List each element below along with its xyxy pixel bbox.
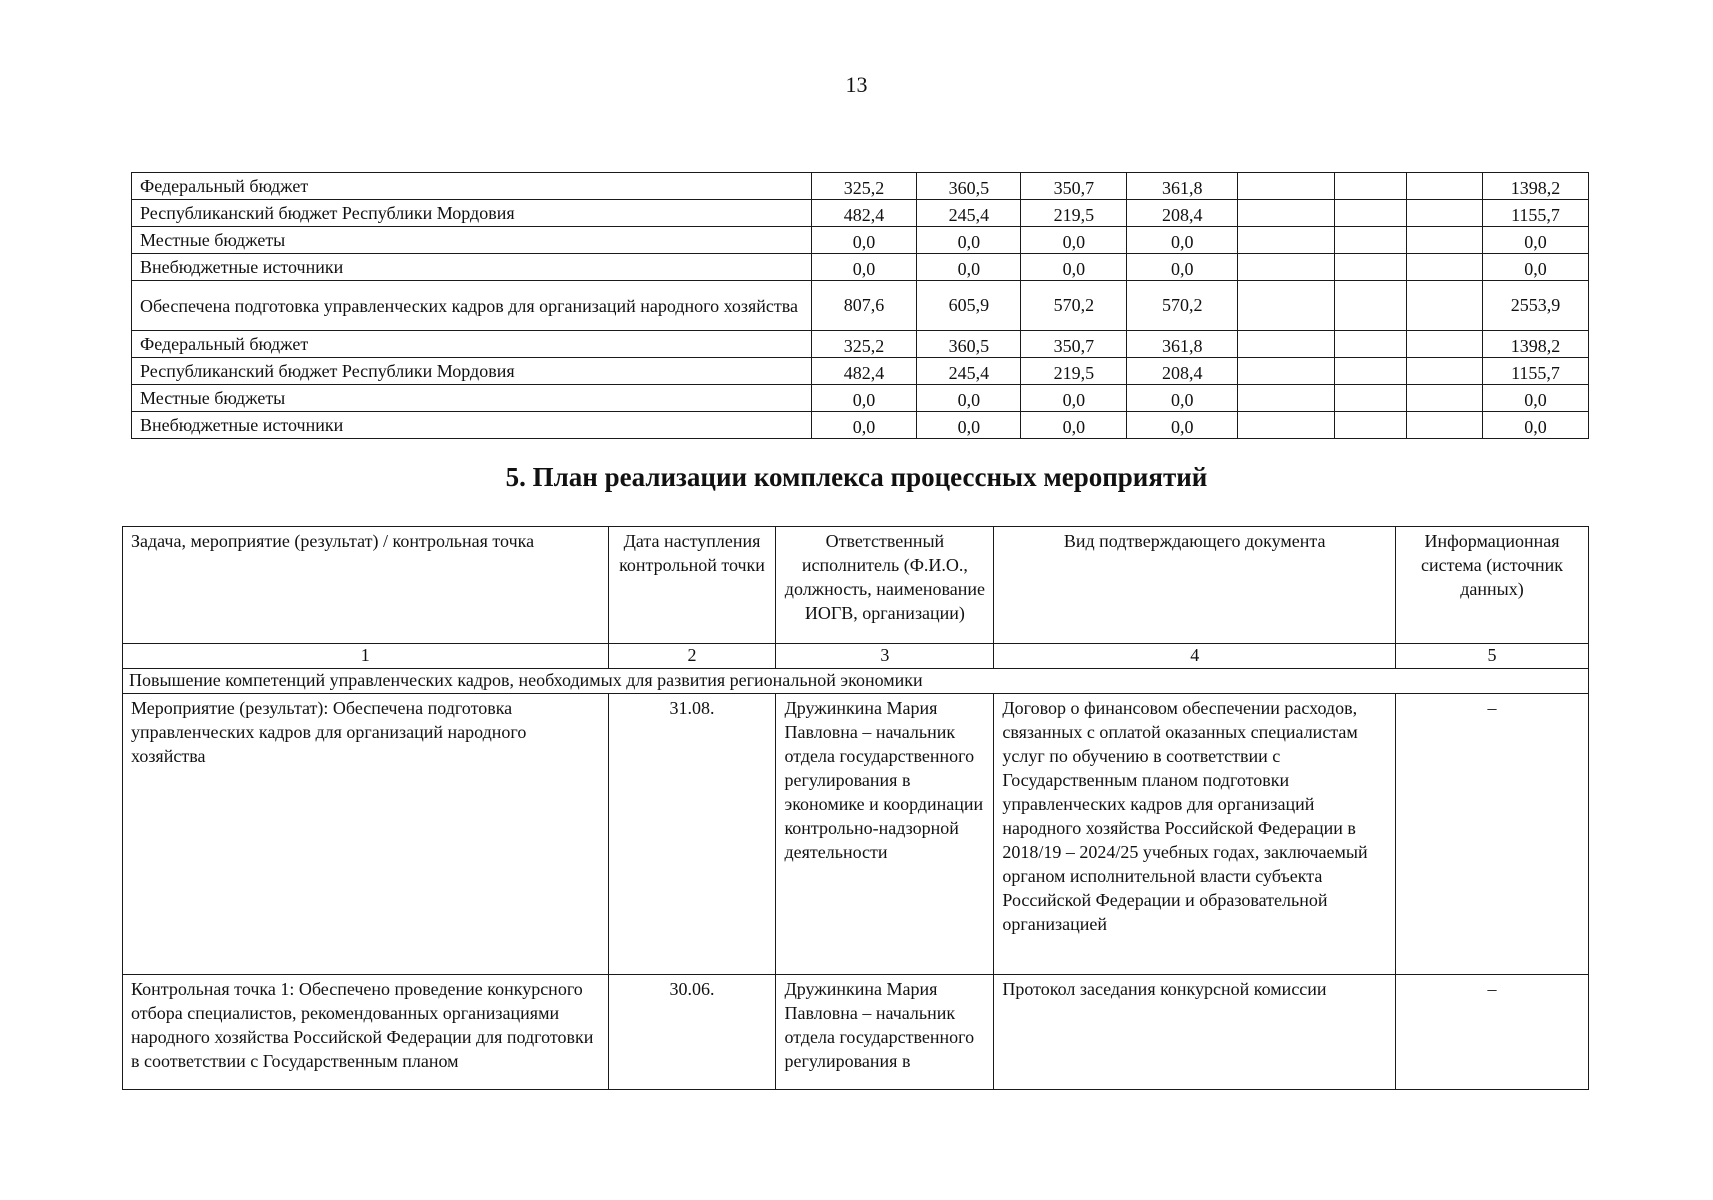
date-cell: 30.06.: [608, 975, 776, 1090]
budget-value-cell: [1238, 281, 1335, 331]
budget-value-cell: 219,5: [1021, 200, 1127, 227]
budget-value-cell: 0,0: [1021, 254, 1127, 281]
budget-value-cell: [1238, 358, 1335, 385]
budget-row-label: Федеральный бюджет: [132, 173, 812, 200]
task-cell: [123, 975, 609, 1090]
table-row: [123, 975, 1589, 1090]
budget-value-cell: [1238, 173, 1335, 200]
column-number: 4: [994, 644, 1396, 669]
budget-value-cell: [1335, 281, 1407, 331]
budget-value-cell: 0,0: [1482, 385, 1588, 412]
table-row: [123, 694, 1589, 975]
responsible-text: Дружинкина Мария Павловна – начальник отдела государственного регулирования в: [784, 979, 975, 1071]
budget-row-label: Федеральный бюджет: [132, 331, 812, 358]
budget-row: [132, 358, 1589, 385]
budget-value-cell: 482,4: [811, 358, 917, 385]
budget-value-cell: 570,2: [1021, 281, 1127, 331]
page-number: 13: [845, 72, 868, 97]
document-cell: Договор о финансовом обеспечении расходов, связанных с оплатой оказанных специалистам услуг по обучению в соответствии с Государственным планом подготовки управленческих кадров для организаций народного хозяйства Российской Федерации в 2018/19 – 2024/25 учебных годах, заключаемый органом исполнительной власти субъекта Российской Федерации и образовательной организацией: [994, 694, 1396, 975]
budget-row: [132, 173, 1589, 200]
budget-value-cell: 0,0: [1021, 385, 1127, 412]
column-number: 5: [1396, 644, 1589, 669]
budget-value-cell: 482,4: [811, 200, 917, 227]
budget-value-cell: 570,2: [1127, 281, 1238, 331]
budget-value-cell: [1335, 412, 1407, 439]
task-text: Контрольная точка 1: Обеспечено проведение конкурсного отбора специалистов, рекомендованных организациями народного хозяйства Российской Федерации для подготовки в соответствии с Государственным планом: [131, 979, 594, 1071]
header-date: Дата наступления контрольной точки: [608, 527, 776, 644]
budget-row-label: Обеспечена подготовка управленческих кадров для организаций народного хозяйства: [132, 281, 812, 331]
budget-row: [132, 200, 1589, 227]
budget-value-cell: 360,5: [917, 331, 1021, 358]
budget-row: [132, 412, 1589, 439]
budget-value-cell: 361,8: [1127, 173, 1238, 200]
budget-value-cell: [1335, 358, 1407, 385]
task-cell: Мероприятие (результат): Обеспечена подготовка управленческих кадров для организаций народного хозяйства: [123, 694, 609, 975]
budget-value-cell: 0,0: [917, 227, 1021, 254]
header-document: Вид подтверждающего документа: [994, 527, 1396, 644]
responsible-cell: Дружинкина Мария Павловна – начальник отдела государственного регулирования в экономике и координации контрольно-надзорной деятельности: [776, 694, 994, 975]
budget-value-cell: 219,5: [1021, 358, 1127, 385]
column-number-row: [123, 644, 1589, 669]
system-cell: –: [1396, 975, 1589, 1090]
budget-value-cell: [1407, 254, 1483, 281]
budget-value-cell: 0,0: [1127, 254, 1238, 281]
budget-row-label: Республиканский бюджет Республики Мордовия: [132, 200, 812, 227]
group-title: Повышение компетенций управленческих кадров, необходимых для развития региональной экономики: [123, 669, 1589, 694]
budget-value-cell: 1398,2: [1482, 331, 1588, 358]
budget-value-cell: [1407, 358, 1483, 385]
budget-value-cell: 807,6: [811, 281, 917, 331]
budget-value-cell: [1238, 254, 1335, 281]
budget-value-cell: 0,0: [811, 227, 917, 254]
budget-value-cell: [1335, 200, 1407, 227]
date-cell: 31.08.: [608, 694, 776, 975]
budget-value-cell: [1335, 254, 1407, 281]
budget-value-cell: [1335, 331, 1407, 358]
budget-value-cell: [1407, 173, 1483, 200]
budget-value-cell: 0,0: [1127, 227, 1238, 254]
budget-value-cell: 0,0: [917, 412, 1021, 439]
group-row: [123, 669, 1589, 694]
budget-value-cell: 0,0: [917, 385, 1021, 412]
budget-row: [132, 281, 1589, 331]
budget-value-cell: 0,0: [1021, 227, 1127, 254]
budget-value-cell: 245,4: [917, 200, 1021, 227]
budget-row: [132, 331, 1589, 358]
budget-value-cell: [1407, 227, 1483, 254]
budget-value-cell: [1335, 385, 1407, 412]
column-number: 2: [608, 644, 776, 669]
budget-value-cell: 0,0: [1021, 412, 1127, 439]
column-number: 3: [776, 644, 994, 669]
budget-value-cell: [1335, 173, 1407, 200]
budget-row: [132, 227, 1589, 254]
budget-value-cell: 1155,7: [1482, 200, 1588, 227]
budget-value-cell: [1407, 200, 1483, 227]
column-number: 1: [123, 644, 609, 669]
budget-value-cell: 208,4: [1127, 358, 1238, 385]
budget-value-cell: [1407, 281, 1483, 331]
budget-value-cell: [1238, 331, 1335, 358]
budget-value-cell: 325,2: [811, 173, 917, 200]
budget-value-cell: [1238, 227, 1335, 254]
budget-value-cell: 350,7: [1021, 331, 1127, 358]
header-system: Информационная система (источник данных): [1396, 527, 1589, 644]
document-cell: Протокол заседания конкурсной комиссии: [994, 975, 1396, 1090]
responsible-cell: [776, 975, 994, 1090]
plan-header-row: [123, 527, 1589, 644]
budget-value-cell: 0,0: [1482, 227, 1588, 254]
budget-row-label: Внебюджетные источники: [132, 254, 812, 281]
budget-value-cell: [1238, 385, 1335, 412]
budget-value-cell: [1238, 412, 1335, 439]
budget-value-cell: 1155,7: [1482, 358, 1588, 385]
budget-table: [131, 172, 1589, 439]
budget-value-cell: [1407, 385, 1483, 412]
budget-value-cell: 0,0: [1127, 385, 1238, 412]
budget-value-cell: 208,4: [1127, 200, 1238, 227]
budget-value-cell: [1238, 200, 1335, 227]
budget-row-label: Местные бюджеты: [132, 385, 812, 412]
budget-value-cell: 2553,9: [1482, 281, 1588, 331]
budget-value-cell: 605,9: [917, 281, 1021, 331]
budget-value-cell: [1407, 412, 1483, 439]
budget-value-cell: 0,0: [1482, 254, 1588, 281]
budget-value-cell: 0,0: [811, 412, 917, 439]
budget-row-label: Местные бюджеты: [132, 227, 812, 254]
section-title: 5. План реализации комплекса процессных мероприятий: [505, 462, 1208, 492]
budget-value-cell: 0,0: [811, 385, 917, 412]
budget-value-cell: 325,2: [811, 331, 917, 358]
budget-value-cell: [1407, 331, 1483, 358]
budget-value-cell: 245,4: [917, 358, 1021, 385]
budget-value-cell: 361,8: [1127, 331, 1238, 358]
system-cell: –: [1396, 694, 1589, 975]
budget-value-cell: 350,7: [1021, 173, 1127, 200]
budget-value-cell: 0,0: [1127, 412, 1238, 439]
header-task: Задача, мероприятие (результат) / контрольная точка: [123, 527, 609, 644]
budget-row: [132, 254, 1589, 281]
budget-value-cell: 0,0: [1482, 412, 1588, 439]
budget-value-cell: 360,5: [917, 173, 1021, 200]
header-responsible: Ответственный исполнитель (Ф.И.О., должность, наименование ИОГВ, организации): [776, 527, 994, 644]
budget-row-label: Внебюджетные источники: [132, 412, 812, 439]
budget-value-cell: 0,0: [811, 254, 917, 281]
budget-row: [132, 385, 1589, 412]
budget-value-cell: [1335, 227, 1407, 254]
budget-row-label: Республиканский бюджет Республики Мордовия: [132, 358, 812, 385]
plan-table: [122, 526, 1589, 1090]
budget-value-cell: 0,0: [917, 254, 1021, 281]
budget-value-cell: 1398,2: [1482, 173, 1588, 200]
